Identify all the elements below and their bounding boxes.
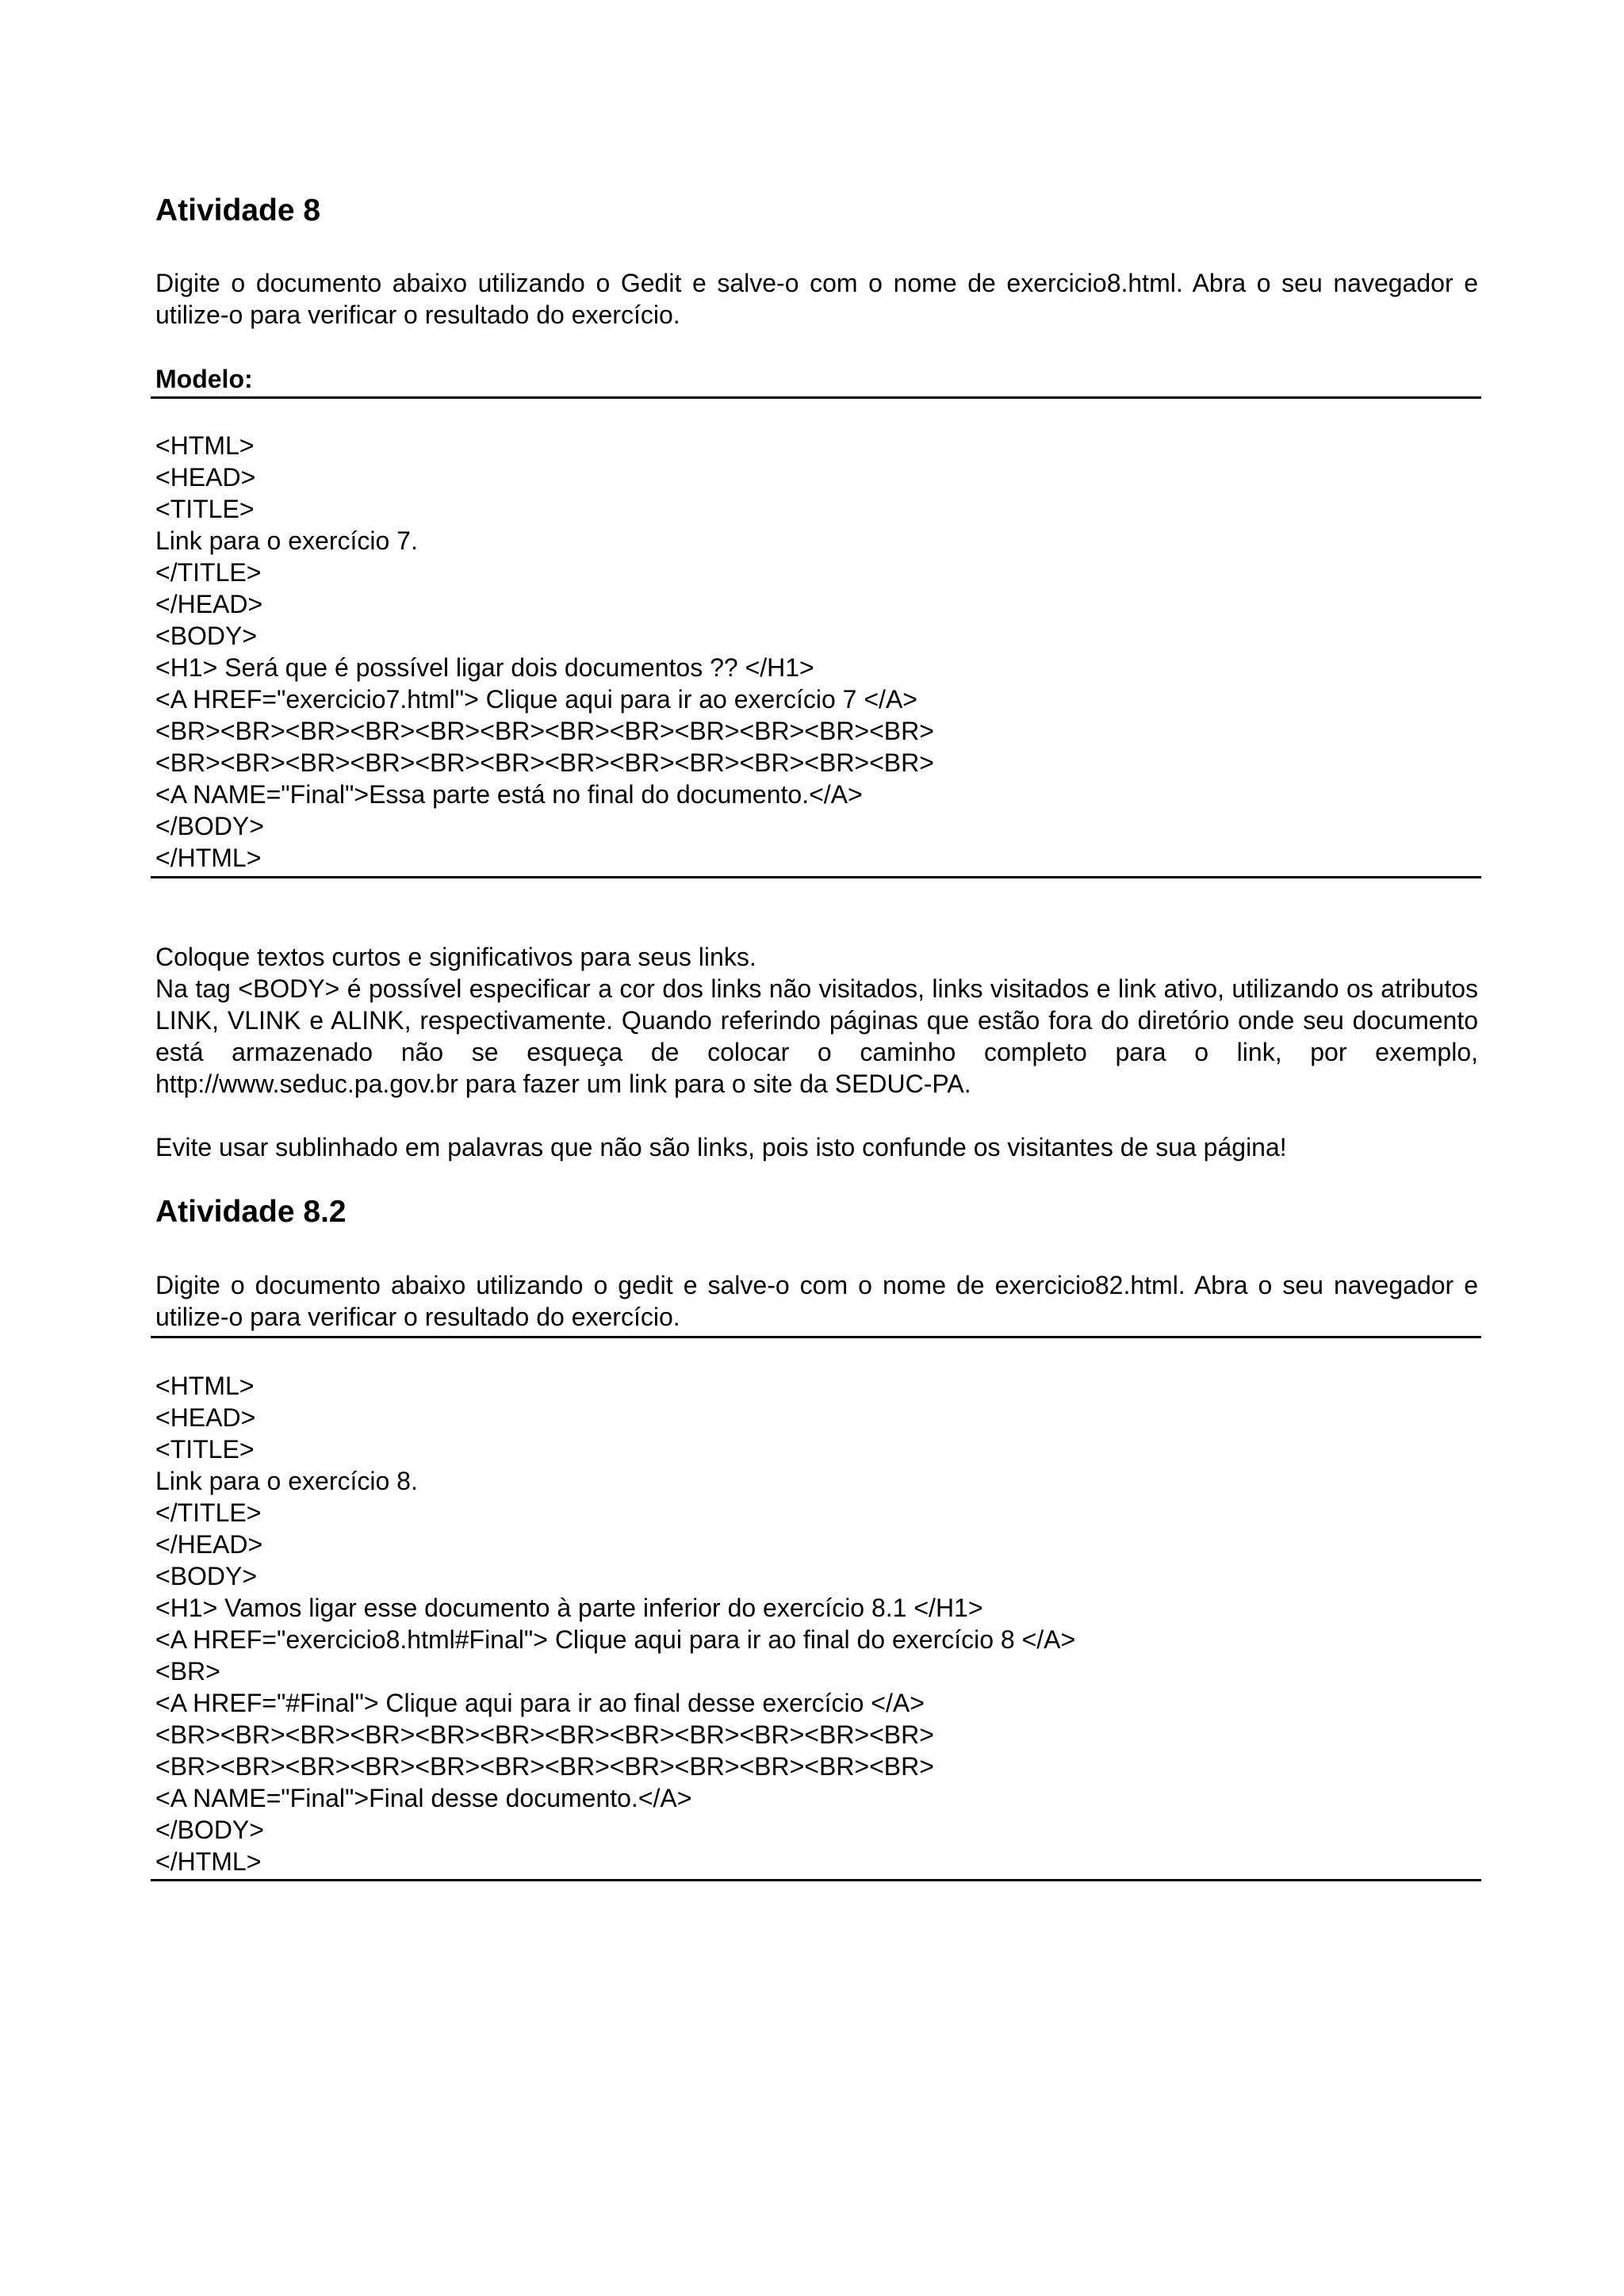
code-line: </BODY>: [155, 1816, 264, 1844]
code-line: <BR><BR><BR><BR><BR><BR><BR><BR><BR><BR><BR><BR>: [155, 1752, 934, 1781]
code-line: <HEAD>: [155, 1403, 256, 1432]
section2-heading: Atividade 8.2: [155, 1195, 347, 1229]
notes-line-short-links: Coloque textos curtos e significativos para seus links.: [155, 943, 756, 971]
code-line: </HTML>: [155, 844, 262, 872]
code-line: <BODY>: [155, 1562, 258, 1590]
code-line: Link para o exercício 7.: [155, 526, 418, 555]
code-block-top-rule: [151, 396, 1481, 399]
section1-heading: Atividade 8: [155, 193, 321, 228]
code-line: <HTML>: [155, 1372, 255, 1400]
section1-intro: Digite o documento abaixo utilizando o Gedit e salve-o com o nome de exercicio8.html. Abra o seu navegador e utilize-o para verificar o resultado do exercício.: [155, 269, 1478, 329]
notes-paragraph-body-tag: Na tag <BODY> é possível especificar a cor dos links não visitados, links visitados e link ativo, utilizando os atributos LINK, VLINK e ALINK, respectivamente. Quando referindo páginas que estão fora do diretório onde seu documento está armazenado não se esqueça de colocar o caminho completo para o link, por exemplo, http://www.seduc.pa.gov.br para fazer um link para o site da SEDUC-PA.: [155, 974, 1478, 1098]
code-line: <A HREF="#Final"> Clique aqui para ir ao final desse exercício </A>: [155, 1689, 925, 1717]
model-label: Modelo:: [155, 365, 253, 393]
code-line: <TITLE>: [155, 1435, 255, 1464]
code-line: <BR><BR><BR><BR><BR><BR><BR><BR><BR><BR><BR><BR>: [155, 1720, 934, 1749]
code-line: </TITLE>: [155, 1498, 262, 1527]
code-line: <H1> Vamos ligar esse documento à parte inferior do exercício 8.1 </H1>: [155, 1594, 983, 1622]
code-line: </HEAD>: [155, 590, 263, 618]
code-block-2-bottom-rule: [151, 1879, 1481, 1881]
code-line: <BR><BR><BR><BR><BR><BR><BR><BR><BR><BR><BR><BR>: [155, 717, 934, 745]
code-line: <H1> Será que é possível ligar dois documentos ?? </H1>: [155, 653, 814, 682]
code-line: <TITLE>: [155, 495, 255, 523]
code-line: </BODY>: [155, 812, 264, 840]
code-line: </HEAD>: [155, 1530, 263, 1559]
code-line: </TITLE>: [155, 558, 262, 587]
code-line: <A NAME="Final">Final desse documento.</A>: [155, 1784, 692, 1812]
code-line: Link para o exercício 8.: [155, 1467, 418, 1495]
code-block-bottom-rule: [151, 876, 1481, 878]
code-line: <A NAME="Final">Essa parte está no final do documento.</A>: [155, 780, 863, 809]
code-block-exercicio8: [155, 430, 934, 874]
code-line: <BODY>: [155, 622, 258, 650]
code-line: <BR>: [155, 1657, 220, 1686]
section2-intro: Digite o documento abaixo utilizando o gedit e salve-o com o nome de exercicio82.html. Abra o seu navegador e utilize-o para verificar o resultado do exercício.: [155, 1271, 1478, 1331]
code-line: <BR><BR><BR><BR><BR><BR><BR><BR><BR><BR><BR><BR>: [155, 748, 934, 777]
notes-warning-underline: Evite usar sublinhado em palavras que não são links, pois isto confunde os visitantes de sua página!: [155, 1133, 1287, 1161]
code-line: <A HREF="exercicio7.html"> Clique aqui para ir ao exercício 7 </A>: [155, 685, 917, 714]
code-block-2-top-rule: [151, 1336, 1481, 1338]
code-line: <A HREF="exercicio8.html#Final"> Clique aqui para ir ao final do exercício 8 </A>: [155, 1625, 1076, 1654]
code-line: </HTML>: [155, 1847, 262, 1876]
notes-block: [155, 941, 1478, 1163]
code-line: <HEAD>: [155, 463, 256, 492]
code-block-exercicio82: [155, 1370, 1075, 1877]
code-line: <HTML>: [155, 431, 255, 460]
